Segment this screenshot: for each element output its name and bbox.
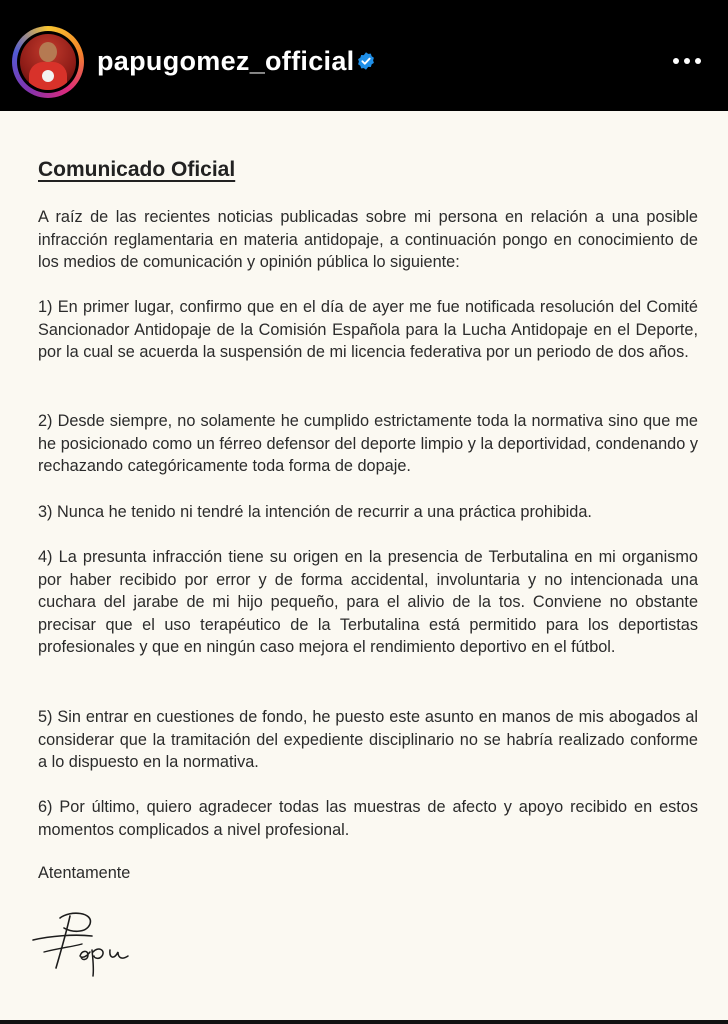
handwritten-signature [30, 906, 148, 978]
more-options-icon[interactable] [669, 50, 709, 72]
dot [673, 58, 679, 64]
point-4-paragraph: 4) La presunta infracción tiene su origen en la presencia de Terbutalina en mi organismo por haber recibido por error y de forma accidental, involuntaria y no intencionada una cuchara del jarabe de mi hijo pequeño, para el alivio de la tos. Conviene no obstante precisar que el uso terapéutico de la Terbutalina está permitido para los deportistas profesionales y que en ningún caso mejora el rendimiento deportivo en el fútbol. [38, 548, 698, 657]
avatar-frame [17, 31, 79, 93]
verified-check-icon [356, 51, 376, 71]
document-title: Comunicado Oficial [38, 158, 236, 181]
dot [684, 58, 690, 64]
username-link[interactable]: papugomez_official [97, 46, 355, 76]
point-1-paragraph: 1) En primer lugar, confirmo que en el día de ayer me fue notificada resolución del Comité Sancionador Antidopaje de la Comisión Española para la Lucha Antidopaje en el Deporte, por la cual se acuerda la suspensión de mi licencia federativa por un periodo de dos años. [38, 298, 698, 362]
profile-avatar[interactable] [12, 26, 84, 98]
avatar-head [39, 42, 57, 62]
post-header [0, 0, 728, 111]
dot [695, 58, 701, 64]
intro-paragraph: A raíz de las recientes noticias publicadas sobre mi persona en relación a una posible infracción reglamentaria en materia antidopaje, a continuación pongo en conocimiento de los medios de comunicación y opinión pública lo siguiente: [38, 208, 698, 272]
avatar-crest [42, 70, 54, 82]
avatar-image [20, 34, 76, 90]
point-2-paragraph: 2) Desde siempre, no solamente he cumplido estrictamente toda la normativa sino que me he posicionado como un férreo defensor del deporte limpio y la deportividad, condenando y rechazando categóricamente toda forma de dopaje. [38, 412, 698, 476]
point-6-paragraph: 6) Por último, quiero agradecer todas las muestras de afecto y apoyo recibido en estos momentos complicados a nivel profesional. [38, 798, 698, 839]
point-3-paragraph: 3) Nunca he tenido ni tendré la intención de recurrir a una práctica prohibida. [38, 503, 592, 521]
paper-bottom-edge [0, 1020, 728, 1024]
point-5-paragraph: 5) Sin entrar en cuestiones de fondo, he puesto este asunto en manos de mis abogados al considerar que la tramitación del expediente disciplinario no se habría realizado conforme a lo dispuesto en la normativa. [38, 708, 698, 772]
closing-text: Atentamente [38, 864, 131, 882]
